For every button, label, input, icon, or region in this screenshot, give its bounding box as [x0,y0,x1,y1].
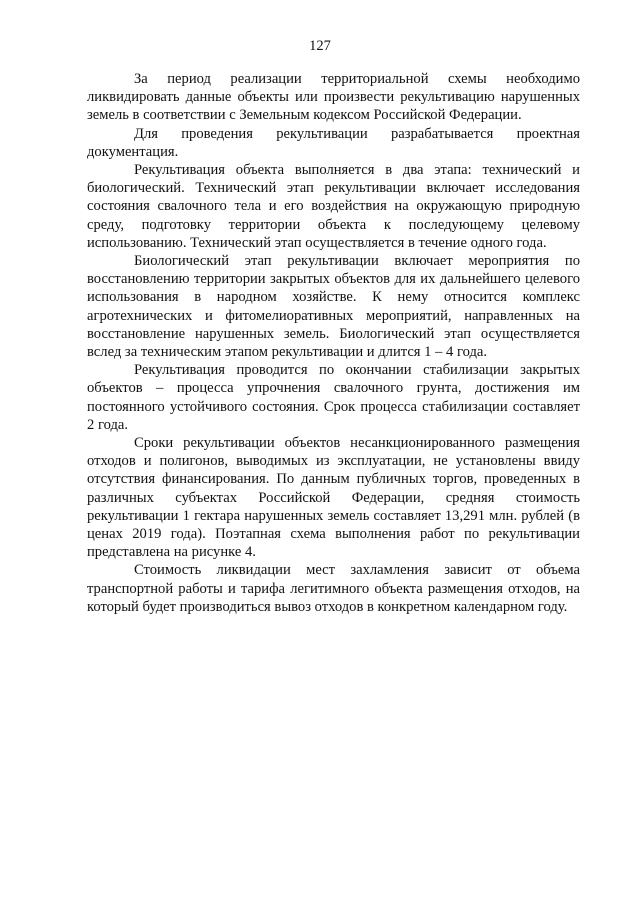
body-text [87,70,580,616]
paragraph-project-documentation: Для проведения рекультивации разрабатывается проектная документация. [87,125,580,160]
paragraph-reclamation-cost: Сроки рекультивации объектов несанкционированного размещения отходов и полигонов, выводимых из эксплуатации, не установлены ввиду отсутствия финансирования. По данным публичных торгов, проведенных в различных субъектах Российской Федерации, средняя стоимость рекультивации 1 гектара нарушенных земель составляет 13,291 млн. рублей (в ценах 2019 года). Поэтапная схема выполнения работ по рекультивации представлена на рисунке 4. [87,435,580,561]
page-number: 127 [309,38,331,54]
paragraph-two-stages: Рекультивация объекта выполняется в два этапа: технический и биологический. Технический этап рекультивации включает исследования состояния свалочного тела и его воздействия на окружающую природную среду, подготовку территории объекта к последующему целевому использованию. Технический этап осуществляется в течение одного года. [87,162,580,251]
paragraph-stabilization: Рекультивация проводится по окончании стабилизации закрытых объектов – процесса упрочнения свалочного грунта, достижения им постоянного устойчивого состояния. Срок процесса стабилизации составляет 2 года. [87,362,580,433]
paragraph-liquidation-cost: Стоимость ликвидации мест захламления зависит от объема транспортной работы и тарифа легитимного объекта размещения отходов, на который будет производиться вывоз отходов в конкретном календарном году. [87,562,580,615]
paragraph-biological-stage: Биологический этап рекультивации включает мероприятия по восстановлению территории закрытых объектов для их дальнейшего целевого использования в народном хозяйстве. К нему относится комплекс агротехнических и фитомелиоративных мероприятий, направленных на восстановление нарушенных земель. Биологический этап осуществляется вслед за техническим этапом рекультивации и длится 1 – 4 года. [87,253,580,361]
paragraph-land-reclamation-intro: За период реализации территориальной схемы необходимо ликвидировать данные объекты или произвести рекультивацию нарушенных земель в соответствии с Земельным кодексом Российской Федерации. [87,71,580,124]
